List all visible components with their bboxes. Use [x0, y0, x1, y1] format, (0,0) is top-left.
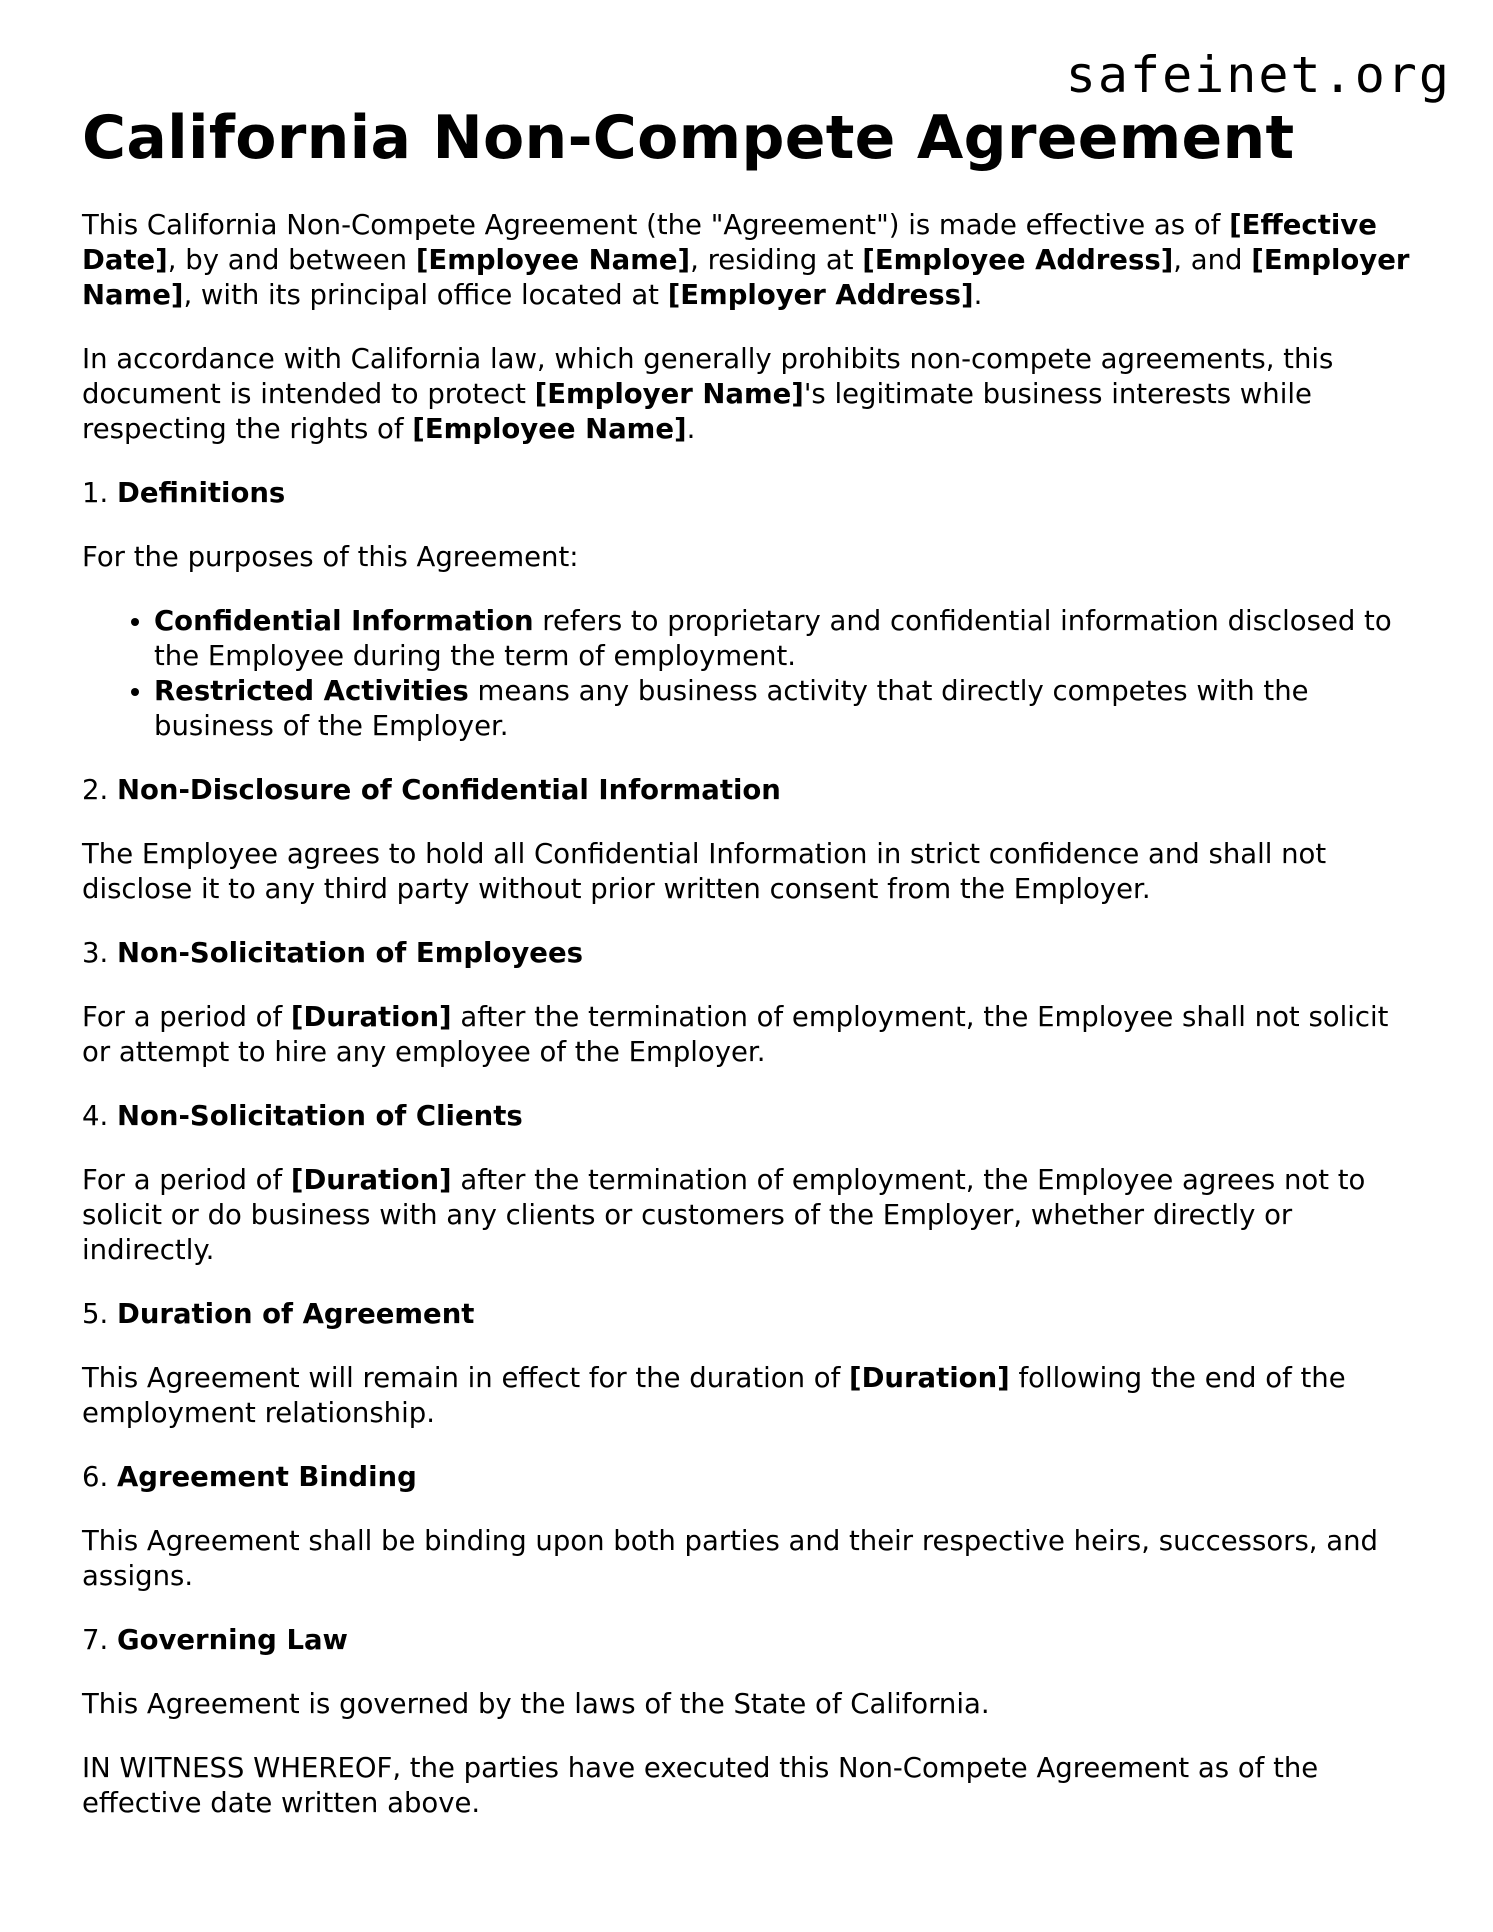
definition-text: refers to proprietary and confidential information disclosed to the Employee during the term of employment. — [154, 605, 1392, 672]
duration-placeholder: [Duration] — [849, 1362, 1010, 1394]
body-text: following the end of the employment relationship. — [82, 1362, 1346, 1429]
binding-body: This Agreement shall be binding upon both parties and their respective heirs, successors, and assigns. — [82, 1525, 1378, 1592]
section-title: Definitions — [117, 477, 286, 509]
definitions-list — [82, 604, 1412, 744]
employee-address-placeholder: [Employee Address] — [862, 244, 1174, 276]
section-title: Duration of Agreement — [117, 1298, 475, 1330]
purpose-text: In accordance with California law, which generally prohibits non-compete agreements, this document is intended to protect — [82, 343, 1334, 410]
section-title: Agreement Binding — [117, 1461, 417, 1493]
non-solicitation-clients-body — [82, 1163, 1412, 1268]
list-item — [154, 674, 1412, 744]
section-number: 3. — [82, 937, 109, 969]
section-number: 2. — [82, 774, 109, 806]
intro-text: , residing at — [690, 244, 863, 276]
section-number: 5. — [82, 1298, 109, 1330]
employee-name-placeholder: [Employee Name] — [412, 413, 687, 445]
intro-text: , and — [1173, 244, 1252, 276]
intro-text: This California Non-Compete Agreement (the "Agreement") is made effective as of — [82, 209, 1230, 241]
body-text: This Agreement will remain in effect for the duration of — [82, 1362, 850, 1394]
closing-paragraph: IN WITNESS WHEREOF, the parties have executed this Non-Compete Agreement as of the effective date written above. — [82, 1752, 1319, 1819]
effective-date-placeholder: [Effective Date] — [82, 209, 1377, 276]
employer-name-placeholder: [Employer Name] — [534, 378, 804, 410]
intro-paragraph — [82, 208, 1412, 313]
duration-body — [82, 1361, 1412, 1431]
section-heading-definitions — [82, 476, 1412, 511]
section-title: Non-Solicitation of Employees — [117, 937, 583, 969]
section-heading-governing-law — [82, 1623, 1412, 1658]
definition-term: Restricted Activities — [154, 675, 469, 707]
list-item — [154, 604, 1412, 674]
employee-name-placeholder: [Employee Name] — [415, 244, 691, 276]
non-disclosure-body: The Employee agrees to hold all Confidential Information in strict confidence and shall not disclose it to any third party without prior written consent from the Employer. — [82, 838, 1327, 905]
section-heading-non-disclosure — [82, 773, 1412, 808]
watermark: safeinet.org — [1065, 46, 1451, 104]
intro-text: . — [973, 279, 983, 311]
section-number: 6. — [82, 1461, 109, 1493]
definition-text: means any business activity that directly competes with the business of the Employer. — [154, 675, 1309, 742]
section-heading-non-solicitation-clients — [82, 1099, 1412, 1134]
section-heading-non-solicitation-employees — [82, 936, 1412, 971]
section-title: Governing Law — [117, 1624, 348, 1656]
purpose-text: 's legitimate business interests while respecting the rights of — [82, 378, 1312, 445]
body-text: For a period of — [82, 1001, 291, 1033]
section-number: 1. — [82, 477, 109, 509]
duration-placeholder: [Duration] — [290, 1164, 452, 1196]
section-heading-duration — [82, 1297, 1412, 1332]
section-heading-binding — [82, 1460, 1412, 1495]
section-number: 4. — [82, 1100, 109, 1132]
body-text: after the termination of employment, the Employee shall not solicit or attempt to hire any employee of the Employer. — [82, 1001, 1389, 1068]
intro-text: , by and between — [167, 244, 416, 276]
body-text: after the termination of employment, the Employee agrees not to solicit or do business with any clients or customers of the Employer, whether directly or indirectly. — [82, 1164, 1366, 1266]
document-page — [82, 102, 1412, 1850]
definitions-lead: For the purposes of this Agreement: — [82, 541, 579, 573]
definition-term: Confidential Information — [154, 605, 534, 637]
duration-placeholder: [Duration] — [290, 1001, 452, 1033]
purpose-text: . — [686, 413, 696, 445]
intro-text: , with its principal office located at — [183, 279, 668, 311]
section-title: Non-Disclosure of Confidential Information — [117, 774, 781, 806]
body-text: For a period of — [82, 1164, 291, 1196]
section-number: 7. — [82, 1624, 109, 1656]
governing-law-body: This Agreement is governed by the laws of the State of California. — [82, 1688, 990, 1720]
employer-address-placeholder: [Employer Address] — [667, 279, 974, 311]
purpose-paragraph — [82, 342, 1412, 447]
section-title: Non-Solicitation of Clients — [117, 1100, 523, 1132]
employer-name-placeholder: [Employer Name] — [82, 244, 1410, 311]
non-solicitation-employees-body — [82, 1000, 1412, 1070]
document-title: California Non-Compete Agreement — [82, 103, 1295, 173]
